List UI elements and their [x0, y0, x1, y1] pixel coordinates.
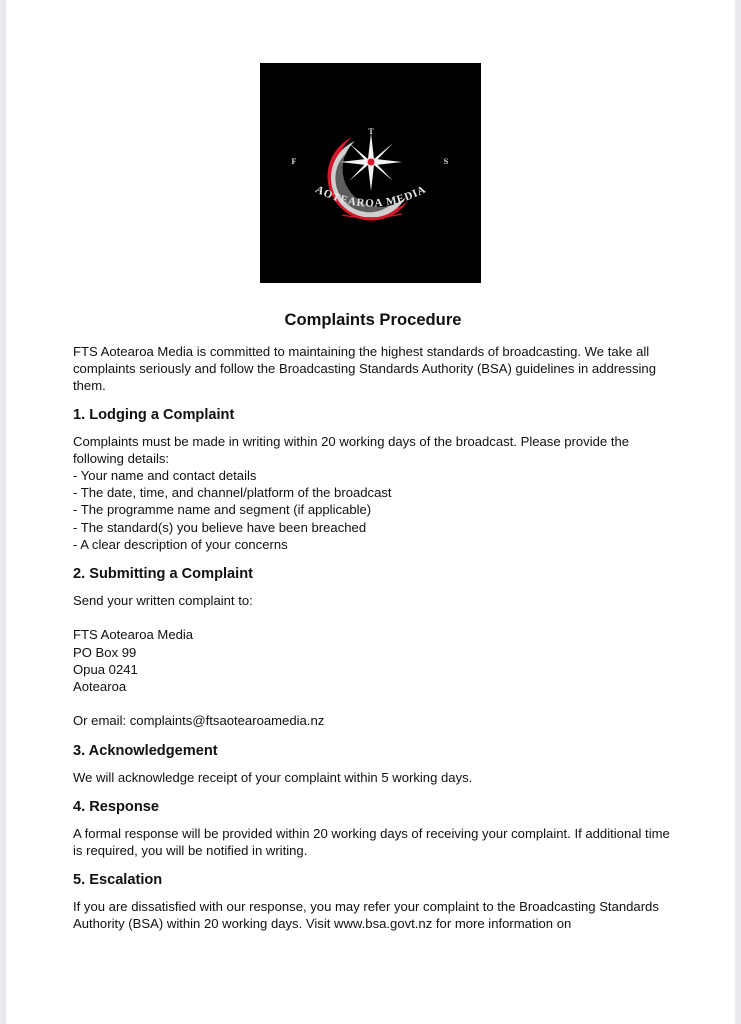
section-heading: 1. Lodging a Complaint	[73, 406, 235, 423]
list-item: - The date, time, and channel/platform of the broadcast	[73, 485, 392, 501]
list-item: - The programme name and segment (if applicable)	[73, 502, 372, 518]
section-acknowledgement	[73, 741, 673, 786]
intro-paragraph: FTS Aotearoa Media is committed to maintaining the highest standards of broadcasting. We take all complaints seriously and follow the Broadcasting Standards Authority (BSA) guidelines in addressing them.	[73, 344, 656, 394]
section-text: We will acknowledge receipt of your complaint within 5 working days.	[73, 769, 473, 785]
section-lodging	[73, 405, 673, 553]
postal-address	[73, 626, 673, 695]
address-line: Opua 0241	[73, 661, 138, 677]
address-line: Aotearoa	[73, 679, 127, 695]
address-line: FTS Aotearoa Media	[73, 627, 194, 643]
logo-wordmark: AOTEAROA MEDIA	[313, 183, 429, 210]
list-item: - A clear description of your concerns	[73, 536, 288, 552]
section-heading: 3. Acknowledgement	[73, 742, 218, 759]
section-text: Complaints must be made in writing within 20 working days of the broadcast. Please provide the following details:	[73, 433, 630, 466]
list-item: - The standard(s) you believe have been breached	[73, 519, 367, 535]
section-submitting	[73, 564, 673, 730]
document-body	[73, 309, 673, 933]
section-escalation	[73, 870, 673, 932]
document-page	[6, 0, 735, 1024]
section-heading: 2. Submitting a Complaint	[73, 566, 253, 583]
section-heading: 5. Escalation	[73, 872, 163, 889]
list-item: - Your name and contact details	[73, 468, 257, 484]
email-line: Or email: complaints@ftsaotearoamedia.nz	[73, 713, 325, 729]
section-response	[73, 797, 673, 859]
compass-center-dot-icon	[368, 159, 375, 166]
company-logo	[260, 63, 481, 283]
section-text: A formal response will be provided within 20 working days of receiving your complaint. If additional time is required, you will be notified in writing.	[73, 825, 670, 859]
logo-letter-f: F	[291, 157, 297, 166]
section-text: If you are dissatisfied with our response, you may refer your complaint to the Broadcasting Standards Authority (BSA) within 20 working days. Visit www.bsa.govt.nz for more information on	[73, 899, 659, 932]
section-heading: 4. Response	[73, 798, 159, 815]
page-title: Complaints Procedure	[284, 310, 462, 329]
address-line: PO Box 99	[73, 644, 137, 660]
logo-letter-t: T	[368, 127, 374, 136]
logo-letter-s: S	[443, 157, 449, 166]
section-text: Send your written complaint to:	[73, 593, 253, 609]
compass-crescent-logo-icon	[260, 63, 481, 283]
